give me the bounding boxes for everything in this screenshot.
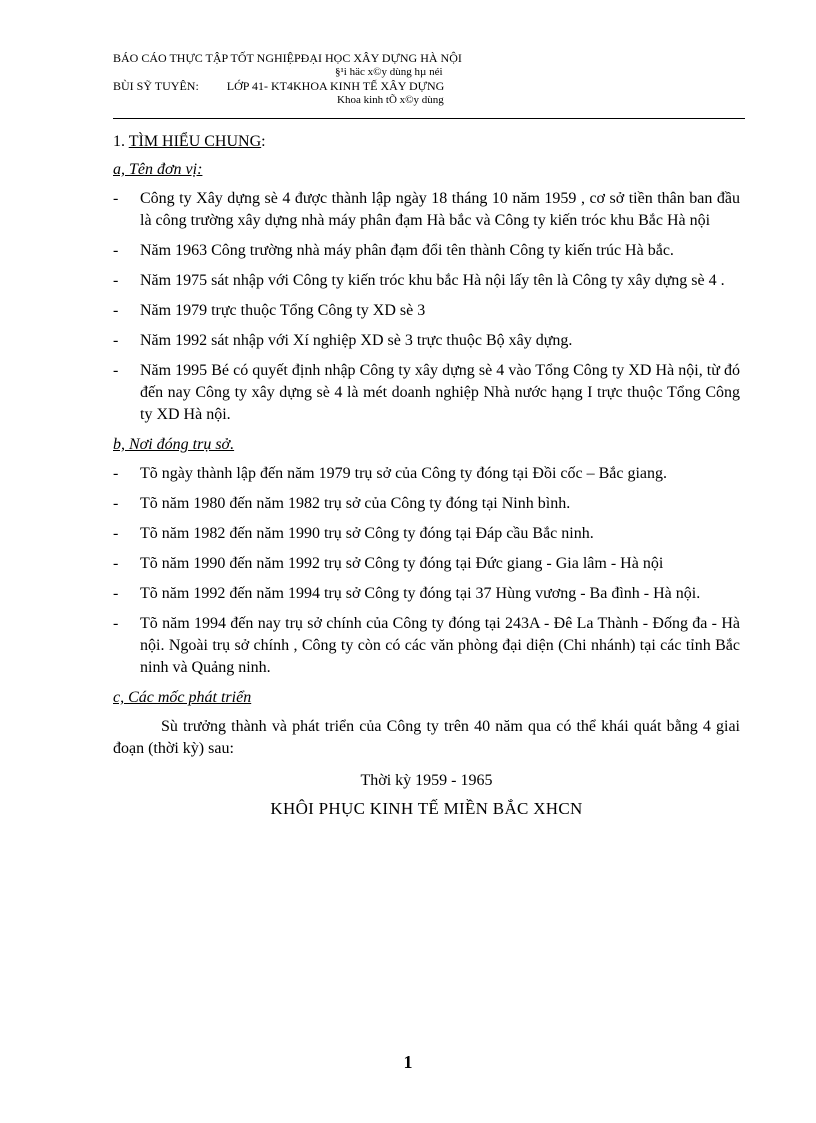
document-body (113, 131, 740, 826)
list-item (113, 553, 740, 575)
header-author: BÙI SỸ TUYÊN: (113, 79, 199, 93)
page-header (113, 51, 745, 107)
part-a-title: a, Tên đơn vị: (113, 161, 203, 178)
section-title: 1. TÌM HIỂU CHUNG: (113, 133, 266, 150)
bullet-dash: - (113, 495, 119, 512)
bullet-dash: - (113, 190, 119, 207)
list-item-text: Tõ năm 1982 đến năm 1990 trụ sở Công ty đóng tại Đáp cầu Bắc ninh. (140, 525, 594, 542)
part-b-list (113, 463, 740, 679)
list-item-text: Tõ năm 1980 đến năm 1982 trụ sở của Công ty đóng tại Ninh bình. (140, 495, 571, 512)
part-c-paragraph: Sù trưởng thành và phát triển của Công ty trên 40 năm qua có thể khái quát bằng 4 giai đoạn (thời kỳ) sau: (113, 718, 740, 757)
list-item-text: Tõ năm 1990 đến năm 1992 trụ sở Công ty đóng tại Đức giang - Gia lâm - Hà nội (140, 555, 664, 572)
header-class: LỚP 41- KT4KHOA KINH TẾ XÂY DỰNG (226, 79, 445, 93)
header-line-2: §¹i häc x©y dùng hµ néi (335, 66, 443, 78)
header-divider (113, 118, 745, 119)
bullet-dash: - (113, 525, 119, 542)
bullet-dash: - (113, 332, 119, 349)
bullet-dash: - (113, 302, 119, 319)
period-title: KHÔI PHỤC KINH TẾ MIỀN BẮC XHCN (270, 799, 583, 818)
bullet-dash: - (113, 362, 119, 379)
bullet-dash: - (113, 615, 119, 632)
list-item (113, 523, 740, 545)
bullet-dash: - (113, 465, 119, 482)
bullet-dash: - (113, 555, 119, 572)
list-item-text: Tõ năm 1992 đến năm 1994 trụ sở Công ty đóng tại 37 Hùng vương - Ba đình - Hà nội. (140, 585, 701, 602)
list-item (113, 493, 740, 515)
bullet-dash: - (113, 272, 119, 289)
list-item-text: Năm 1992 sát nhập với Xí nghiệp XD sè 3 trực thuộc Bộ xây dựng. (140, 332, 573, 349)
list-item (113, 463, 740, 485)
list-item (113, 188, 740, 232)
part-b-title: b, Nơi đóng trụ sở. (113, 436, 235, 453)
list-item-text: Tõ ngày thành lập đến năm 1979 trụ sở của Công ty đóng tại Đồi cốc – Bắc giang. (140, 465, 668, 482)
period-label: Thời kỳ 1959 - 1965 (360, 772, 493, 789)
list-item (113, 300, 740, 322)
list-item-text: Công ty Xây dựng sè 4 được thành lập ngày 18 tháng 10 năm 1959 , cơ sở tiền thân ban đầu là công trường xây dựng nhà máy phân đạm Hà bắc và Công ty kiến tróc khu Bắc Hà nội (140, 190, 740, 229)
header-line-1: BÁO CÁO THỰC TẬP TỐT NGHIỆPĐẠI HỌC XÂY DỰNG HÀ NỘI (113, 51, 462, 65)
list-item (113, 583, 740, 605)
list-item-text: Năm 1975 sát nhập với Công ty kiến tróc khu bắc Hà nội lấy tên là Công ty xây dựng sè 4 . (140, 272, 725, 289)
section-title-text: TÌM HIỂU CHUNG (128, 133, 262, 150)
part-a-list (113, 188, 740, 426)
list-item-text: Tõ năm 1994 đến nay trụ sở chính của Công ty đóng tại 243A - Đê La Thành - Đống đa - Hà nội. Ngoài trụ sở chính , Công ty còn có các văn phòng đại diện (Chi nhánh) tại các tỉnh Bắc ninh và Quảng ninh. (140, 615, 740, 676)
list-item (113, 613, 740, 679)
bullet-dash: - (113, 585, 119, 602)
list-item (113, 240, 740, 262)
list-item (113, 330, 740, 352)
header-line-4: Khoa kinh tÕ x©y dùng (337, 94, 444, 106)
header-line-3 (113, 79, 745, 93)
list-item-text: Năm 1979 trực thuộc Tổng Công ty XD sè 3 (140, 302, 426, 319)
bullet-dash: - (113, 242, 119, 259)
part-c-title: c, Các mốc phát triển (113, 689, 252, 706)
list-item-text: Năm 1995 Bé có quyết định nhập Công ty xây dựng sè 4 vào Tổng Công ty XD Hà nội, từ đó đến nay Công ty xây dựng sè 4 là mét doanh nghiệp Nhà nước hạng I trực thuộc Tổng Công ty XD Hà nội. (140, 362, 740, 423)
list-item (113, 270, 740, 292)
list-item (113, 360, 740, 426)
list-item-text: Năm 1963 Công trường nhà máy phân đạm đổi tên thành Công ty kiến trúc Hà bắc. (140, 242, 674, 259)
page-number: 1 (403, 1052, 413, 1072)
